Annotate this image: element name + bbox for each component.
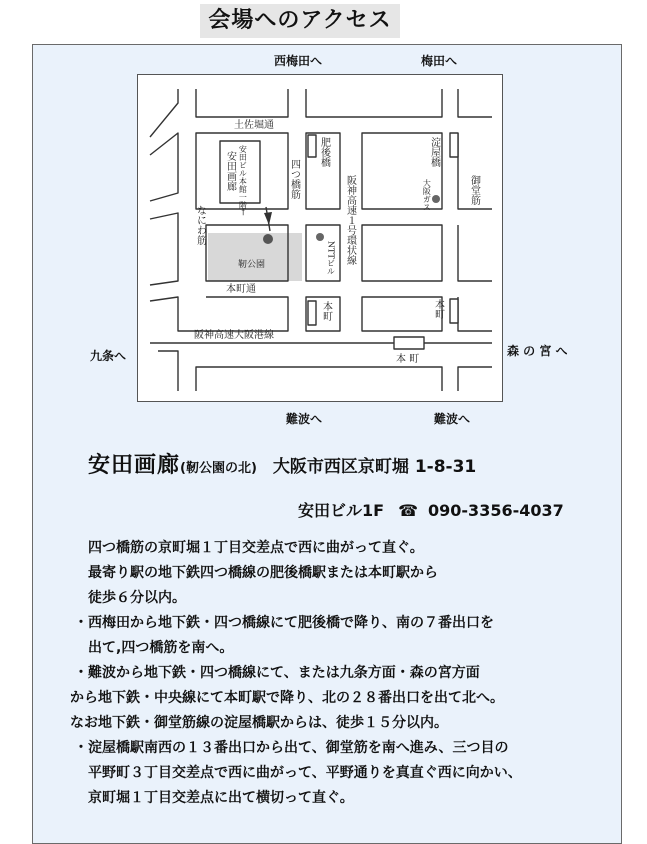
venue-address: 大阪市西区京町堀 1-8-31 bbox=[272, 457, 477, 477]
directions-line-10: 平野町３丁目交差点で西に曲がって、平野通りを真直ぐ西に向かい、 bbox=[88, 765, 522, 781]
venue-phone: 090-3356-4037 bbox=[428, 501, 564, 520]
directions-line-4: ・西梅田から地下鉄・四つ橋線にて肥後橋で降り、南の７番出口を bbox=[74, 615, 494, 631]
gallery-marker-icon bbox=[263, 234, 273, 244]
map-road-edge bbox=[306, 89, 442, 117]
direction-nishiumeda: 西梅田へ bbox=[274, 54, 323, 68]
map-label-hanshin-loop: 阪神高速１号環状線 bbox=[344, 175, 356, 265]
map-road-edge bbox=[196, 367, 442, 391]
honmachi-station-box-right bbox=[450, 299, 458, 323]
direction-namba-left: 難波へ bbox=[286, 412, 323, 426]
map-label-honmachi-station-left: 本町 bbox=[320, 301, 332, 321]
map-label-tosabori: 土佐堀通 bbox=[234, 120, 274, 131]
venue-note: (靭公園の北) bbox=[180, 461, 257, 476]
map-label-yodoyabashi: 淀屋橋 bbox=[428, 137, 440, 167]
directions-line-11: 京町堀１丁目交差点に出て横切って直ぐ。 bbox=[88, 790, 354, 806]
map-road-edge bbox=[458, 297, 492, 331]
map-label-ntt: NTTビル bbox=[326, 241, 336, 275]
map-label-honmachi-bottom: 本 町 bbox=[396, 354, 420, 365]
directions-line-2: 最寄り駅の地下鉄四つ橋線の肥後橋駅または本町駅から bbox=[88, 565, 438, 581]
map-road-edge bbox=[150, 213, 178, 285]
directions-line-3: 徒歩６分以内。 bbox=[88, 590, 186, 606]
map-road-edge bbox=[150, 133, 178, 201]
yodoyabashi-station-box bbox=[450, 133, 458, 157]
map-label-hanshin-port: 阪神高速大阪港線 bbox=[194, 330, 274, 341]
map-road-edge bbox=[458, 225, 492, 281]
map-label-yotsubashi: 四つ橋筋 bbox=[288, 159, 300, 199]
map-label-naniwa: なにわ筋 bbox=[194, 205, 206, 245]
directions-line-1: 四つ橋筋の京町堀１丁目交差点で西に曲がって直ぐ。 bbox=[88, 540, 424, 556]
map-label-utsubo-park: 靭公園 bbox=[238, 260, 266, 270]
map-block bbox=[362, 225, 442, 281]
honmachi-station-box-left bbox=[308, 301, 316, 325]
map-label-yasuda-gallery: 安田画廊 bbox=[224, 151, 236, 191]
map-label-yasuda-building: 安田ビル本館一階← bbox=[238, 145, 248, 216]
map-label-honmachi-station-right: 本町 bbox=[432, 299, 444, 319]
map-label-honmachi-dori: 本町通 bbox=[226, 284, 256, 295]
directions-line-9: ・淀屋橋駅南西の１３番出口から出て、御堂筋を南へ進み、三つ目の bbox=[74, 740, 509, 756]
map-label-osaka-gas: 大阪ガス bbox=[422, 179, 432, 211]
telephone-icon: ☎ bbox=[398, 501, 419, 520]
direction-morinomiya: 森 の 宮 へ bbox=[507, 344, 568, 358]
higobashi-station-box bbox=[308, 135, 316, 157]
honmachi-station-box-bottom bbox=[394, 337, 424, 349]
direction-kujo: 九条へ bbox=[90, 349, 127, 363]
venue-heading bbox=[88, 448, 476, 479]
street-map-drawing bbox=[138, 75, 503, 402]
map-road-edge bbox=[458, 367, 492, 391]
map-label-higobashi: 肥後橋 bbox=[318, 137, 330, 167]
venue-building-line bbox=[298, 498, 564, 521]
map-road-edge bbox=[458, 89, 492, 117]
directions-line-5: 出て,四つ橋筋を南へ。 bbox=[88, 640, 234, 656]
page-title: 会場へのアクセス bbox=[200, 4, 400, 38]
map-road-edge bbox=[150, 89, 178, 137]
direction-namba-right: 難波へ bbox=[434, 412, 471, 426]
venue-name: 安田画廊 bbox=[88, 453, 181, 478]
ntt-marker-icon bbox=[316, 233, 324, 241]
venue-building: 安田ビル1F bbox=[298, 501, 385, 520]
map-road-edge bbox=[158, 351, 178, 391]
directions-line-8: なお地下鉄・御堂筋線の淀屋橋駅からは、徒歩１５分以内。 bbox=[70, 715, 448, 731]
directions-line-6: ・難波から地下鉄・四つ橋線にて、または九条方面・森の宮方面 bbox=[74, 665, 480, 681]
direction-umeda: 梅田へ bbox=[421, 54, 458, 68]
map-label-midosuji: 御堂筋 bbox=[468, 175, 480, 205]
osaka-gas-marker-icon bbox=[432, 195, 440, 203]
directions-line-7: から地下鉄・中央線にて本町駅で降り、北の２８番出口を出て北へ。 bbox=[70, 690, 504, 706]
map-road-edge bbox=[196, 89, 288, 117]
map-road-edge bbox=[150, 297, 288, 331]
map-block bbox=[362, 297, 442, 331]
access-map bbox=[137, 74, 503, 402]
